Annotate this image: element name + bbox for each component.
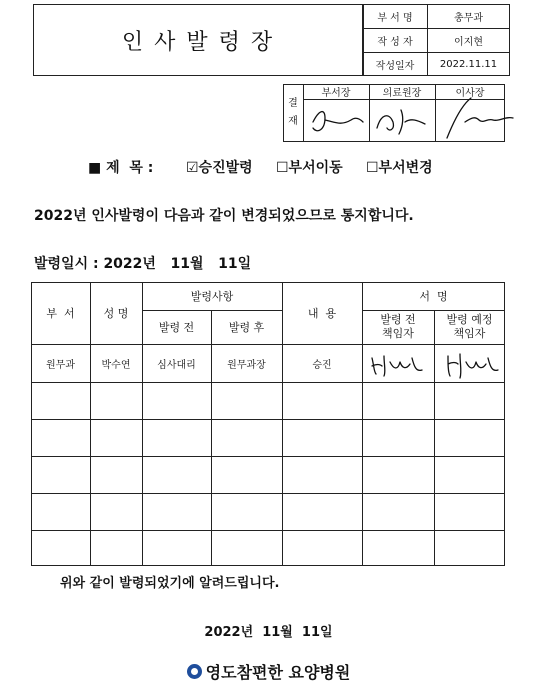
signature-after-manager (440, 348, 502, 380)
approval-label: 결 재 (288, 98, 298, 127)
row-dept: 원무과 (46, 359, 75, 371)
header-order-group: 발령사항 (190, 290, 234, 303)
header-dept: 부 서 (46, 307, 75, 320)
info-label-dept: 부 서 명 (377, 12, 413, 24)
order-date: 발령일시 : 2022년 11월 11일 (34, 256, 252, 272)
info-value-dept: 총무과 (454, 12, 483, 24)
organization-block (0, 660, 537, 683)
option-dept-change[interactable]: ☐부서변경 (366, 160, 433, 176)
hospital-logo-icon (187, 664, 202, 679)
signature-dept-head (305, 100, 367, 140)
approval-role-chairman: 이사장 (455, 88, 485, 99)
document-title: 인 사 발 령 장 (121, 29, 275, 55)
header-sign-after: 발령 예정 책임자 (446, 313, 493, 340)
signature-chairman (437, 92, 517, 144)
organization-name: 영도참편한 요양병원 (205, 663, 351, 682)
header-sign-group: 서 명 (419, 290, 448, 303)
row-content: 승진 (312, 359, 332, 371)
option-dept-transfer[interactable]: ☐부서이동 (276, 160, 343, 176)
approval-role-director: 의료원장 (382, 88, 422, 99)
footer-date: 2022년 11월 11일 (204, 625, 333, 640)
row-after: 원무과장 (227, 359, 266, 371)
subject-prefix: ■ 제 목 : (88, 160, 154, 176)
info-value-date: 2022.11.11 (439, 58, 498, 70)
option-promotion[interactable]: ☑승진발령 (186, 160, 253, 176)
signature-before-manager (366, 348, 430, 380)
header-name: 성 명 (103, 307, 129, 320)
closing-text: 위와 같이 발령되었기에 알려드립니다. (60, 576, 280, 591)
info-label-date: 작성일자 (375, 60, 415, 72)
header-sign-before: 발령 전 책임자 (380, 313, 416, 340)
info-value-author: 이지현 (454, 36, 483, 48)
header-content: 내 용 (307, 307, 337, 320)
row-before: 심사대리 (157, 359, 196, 371)
notice-text: 2022년 인사발령이 다음과 같이 변경되었으므로 통지합니다. (34, 208, 414, 224)
row-name: 박수연 (101, 359, 131, 371)
header-after: 발령 후 (228, 321, 265, 334)
header-before: 발령 전 (158, 321, 195, 334)
approval-role-dept-head: 부서장 (321, 88, 351, 99)
info-label-author: 작 성 자 (377, 36, 413, 48)
signature-director (371, 100, 433, 140)
